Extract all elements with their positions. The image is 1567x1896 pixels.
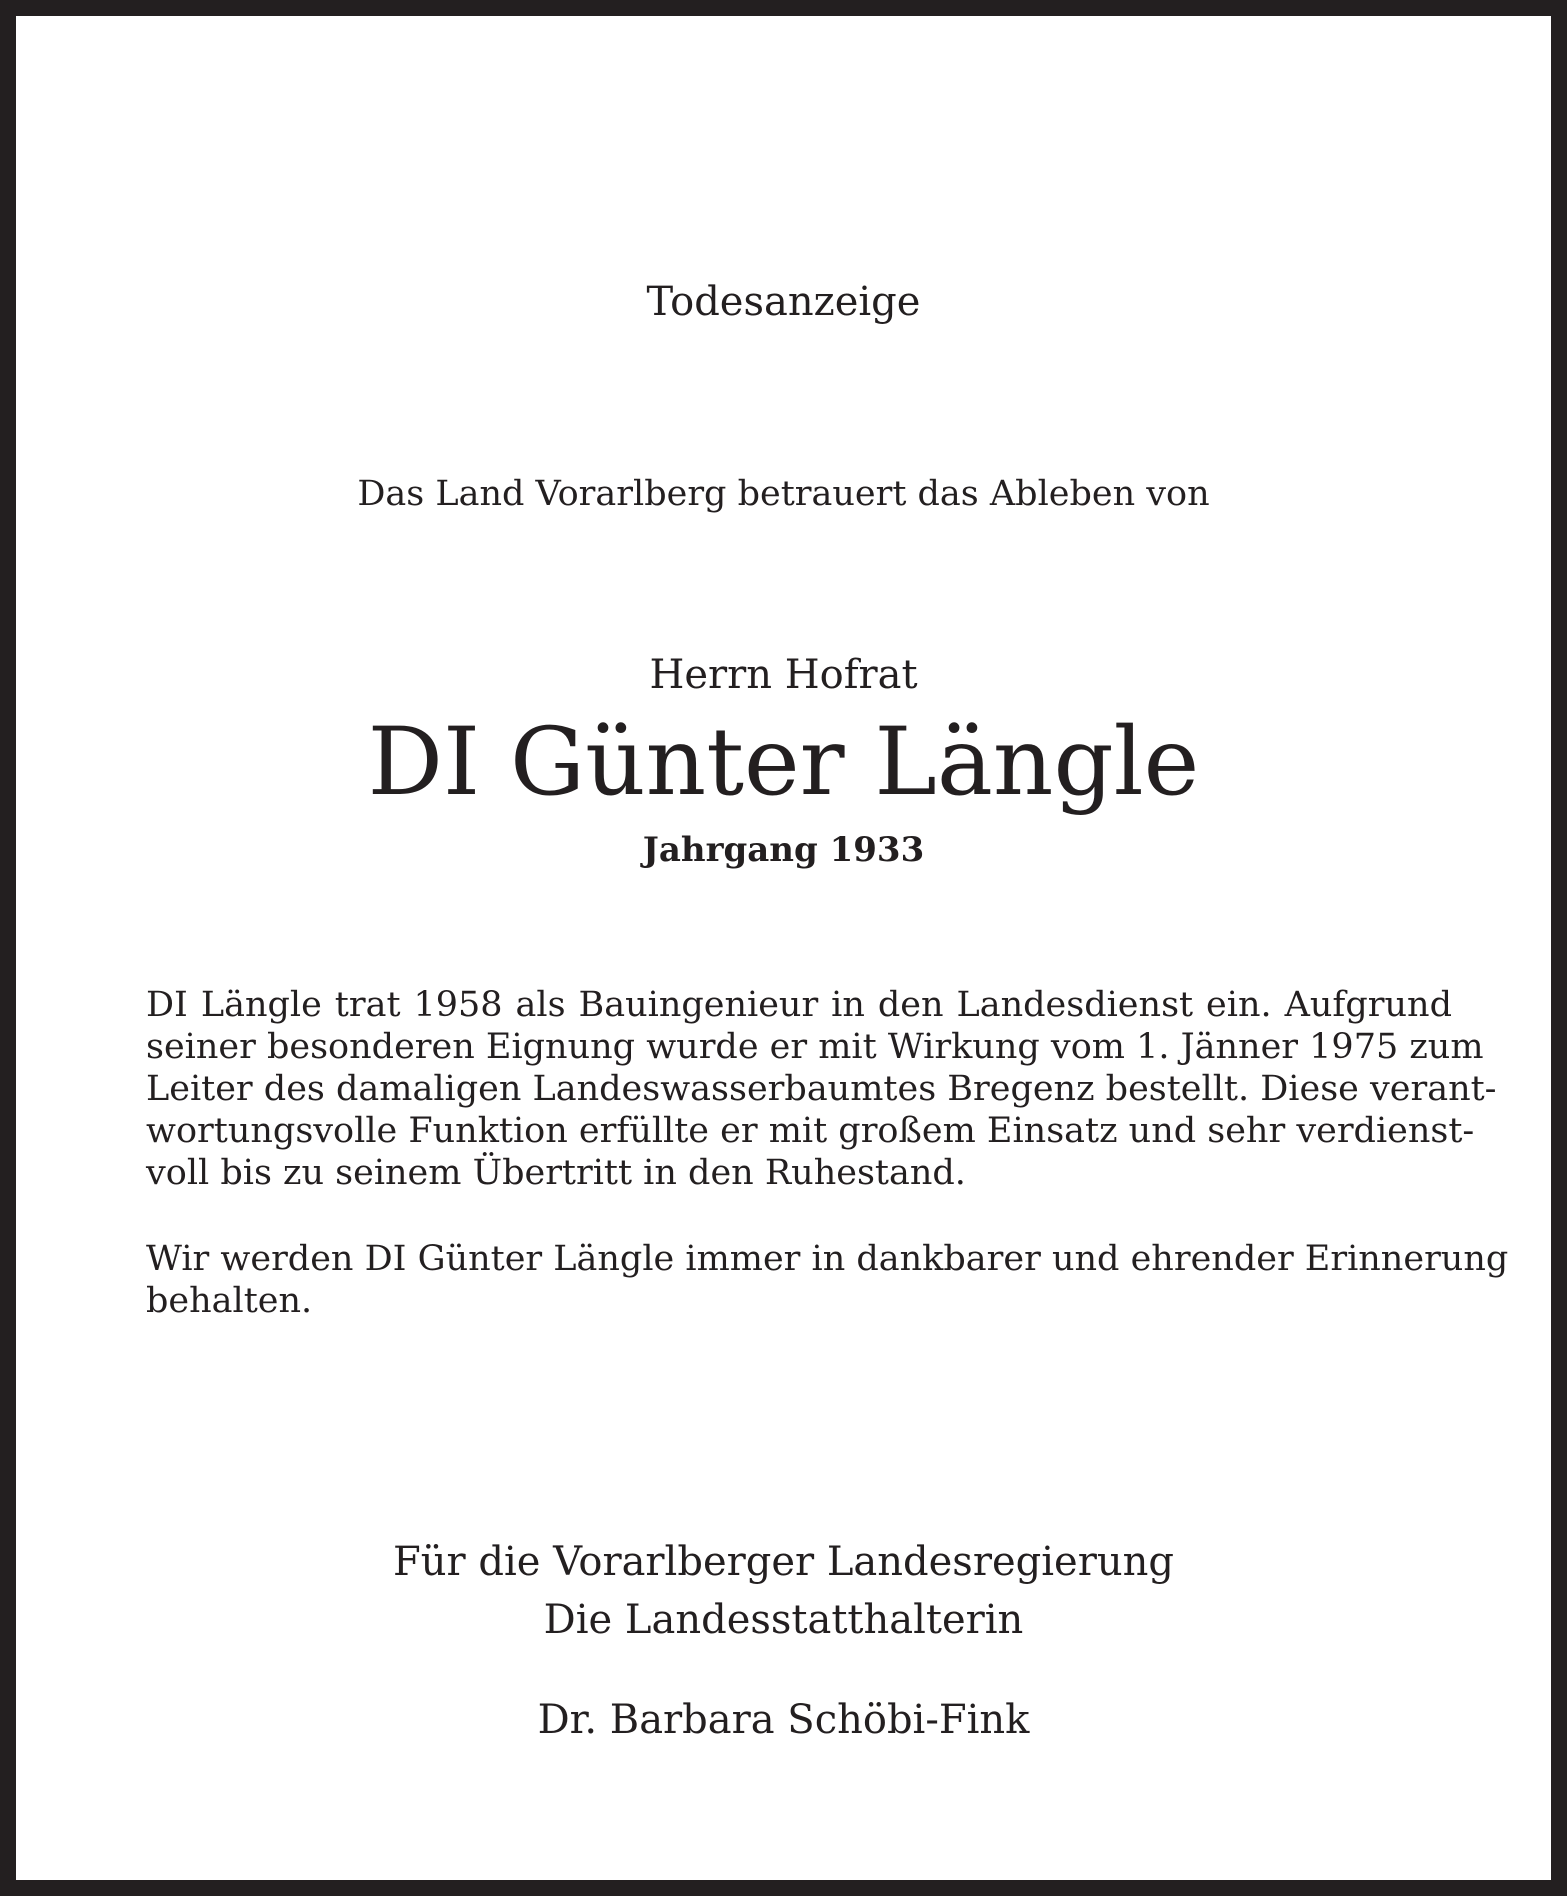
notice-intro: Das Land Vorarlberg betrauert das Ableben von: [357, 474, 1210, 514]
signature-institution: Für die Vorarlberger Landesregierung: [393, 1539, 1174, 1585]
signatory-name: Dr. Barbara Schöbi-Fink: [537, 1697, 1030, 1743]
remembrance-line: Wir werden DI Günter Längle immer in dankbarer und ehrender Erinnerung: [146, 1239, 1509, 1279]
birth-year: Jahrgang 1933: [642, 830, 925, 870]
tribute-line: wortungsvolle Funktion erfüllte er mit großem Einsatz und sehr verdienst-: [146, 1111, 1475, 1151]
deceased-honorific: Herrn Hofrat: [649, 652, 918, 698]
remembrance-paragraph: [146, 1238, 1509, 1322]
tribute-line: Leiter des damaligen Landeswasserbaumtes Bregenz bestellt. Diese verant-: [146, 1069, 1497, 1109]
signature-role: Die Landesstatthalterin: [543, 1597, 1024, 1643]
deceased-name: DI Günter Längle: [367, 708, 1200, 817]
tribute-line: DI Längle trat 1958 als Bauingenieur in den Landesdienst ein. Aufgrund: [146, 985, 1452, 1025]
tribute-line: seiner besonderen Eignung wurde er mit Wirkung vom 1. Jänner 1975 zum: [146, 1027, 1484, 1067]
remembrance-line: behalten.: [146, 1281, 313, 1321]
notice-heading: Todesanzeige: [646, 279, 921, 325]
tribute-line: voll bis zu seinem Übertritt in den Ruhestand.: [146, 1153, 966, 1193]
tribute-paragraph: [146, 984, 1497, 1194]
